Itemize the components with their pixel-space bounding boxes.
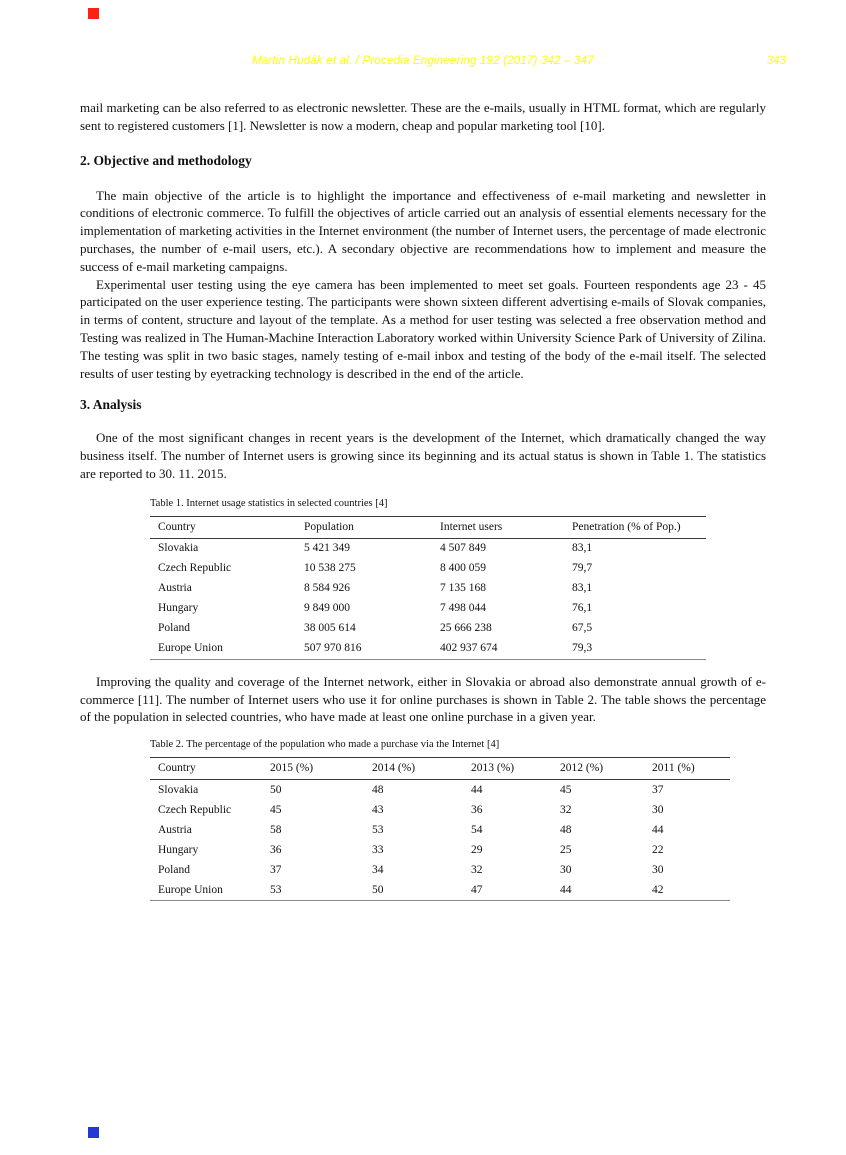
table2-block (150, 737, 766, 901)
table-cell: 8 400 059 (440, 562, 486, 575)
table-cell: Europe Union (150, 639, 296, 660)
table-cell: 7 135 168 (440, 582, 486, 595)
table-cell: 37 (270, 863, 282, 876)
column-header: Country (150, 758, 262, 780)
body-paragraph: One of the most significant changes in recent years is the development of the Internet, which dramatically changed the way business itself. The number of Internet users is growing since its beginning and its actual status is shown in Table 1. The statistics are reported to 30. 11. 2015. (80, 430, 766, 481)
purchase-percentage-table (150, 757, 730, 901)
table-cell: Hungary (158, 602, 199, 615)
table-row (150, 639, 706, 660)
table-cell: 50 (270, 783, 282, 796)
table-cell: 32 (471, 863, 483, 876)
body-paragraph: The main objective of the article is to highlight the importance and effectiveness of e-mail marketing and newsletter in conditions of electronic commerce. To fulfill the objectives of article carried out an analysis of essential elements necessary for the implementation of marketing activities in the Internet environment (the number of Internet users, the percentage of made electronic purchases, the number of e-mail users, etc.). A secondary objective are recommendations how to implement and measure the success of e-mail marketing campaigns. (80, 187, 766, 274)
table-row (150, 780, 730, 801)
table-header-row (150, 516, 706, 538)
table1-caption: Table 1. Internet usage statistics in selected countries [4] (150, 497, 388, 509)
table-cell: 79,3 (564, 639, 706, 660)
table-cell: Poland (158, 622, 190, 635)
table-cell: 44 (552, 880, 644, 901)
column-header: Penetration (% of Pop.) (564, 516, 706, 538)
table-cell: 58 (270, 823, 282, 836)
table-cell: Hungary (158, 843, 199, 856)
column-header: 2015 (%) (262, 758, 364, 780)
table-cell: Austria (158, 823, 192, 836)
body-paragraph: Improving the quality and coverage of the Internet network, either in Slovakia or abroad also demonstrate annual growth of e-commerce [11]. The number of Internet users who use it for online purchases is shown in Table 2. The table shows the percentage of the population in selected countries, who have made at least one online purchase in a given year. (80, 673, 766, 725)
table-cell: 47 (463, 880, 552, 901)
table-row (150, 820, 730, 840)
table-cell: 44 (471, 783, 483, 796)
table-cell: 4 507 849 (440, 542, 486, 555)
table-cell: 30 (560, 863, 572, 876)
table-cell: 10 538 275 (304, 562, 356, 575)
table-row (150, 619, 706, 639)
column-header: Population (296, 516, 432, 538)
table-cell: 36 (471, 803, 483, 816)
table1-block (150, 496, 766, 660)
red-marker (88, 8, 99, 19)
body-paragraph: Experimental user testing using the eye camera has been implemented to meet set goals. Fourteen respondents age 23 - 45 participated on the user experience testing. The participants were shown sixteen different advertising e-mails of Slovak companies, in terms of content, structure and layout of the template. As a method for user testing was selected a free observation method and Testing was realized in The Human-Machine Interaction Laboratory worked within University Science Park of University of Zilina. The testing was split in two basic stages, namely testing of e-mail inbox and testing of the body of the e-mail itself. The selected results of user testing by eyetracking technology is described in the end of the article. (80, 276, 766, 381)
table-cell: 53 (372, 823, 384, 836)
table-cell: 42 (644, 880, 730, 901)
table2-caption: Table 2. The percentage of the population who made a purchase via the Internet [4] (150, 739, 500, 751)
table-row (150, 800, 730, 820)
column-header: Internet users (432, 516, 564, 538)
table-cell: 30 (652, 803, 664, 816)
table-cell: 37 (652, 783, 664, 796)
internet-usage-table (150, 516, 706, 660)
table-cell: 7 498 044 (440, 602, 486, 615)
table-cell: Czech Republic (158, 562, 232, 575)
table-header-row (150, 758, 730, 780)
table-row (150, 538, 706, 559)
table-cell: 44 (652, 823, 664, 836)
table-row (150, 579, 706, 599)
table-cell: 36 (270, 843, 282, 856)
table-cell: 5 421 349 (304, 542, 350, 555)
table-cell: Austria (158, 582, 192, 595)
column-header: 2012 (%) (552, 758, 644, 780)
page-number: 343 (766, 55, 786, 67)
table-cell: 8 584 926 (304, 582, 350, 595)
table-cell: 25 666 238 (440, 622, 492, 635)
table-row (150, 860, 730, 880)
table-cell: 22 (652, 843, 664, 856)
table-cell: 507 970 816 (296, 639, 432, 660)
column-header: 2011 (%) (644, 758, 730, 780)
table-cell: 29 (471, 843, 483, 856)
table-cell: Slovakia (158, 783, 199, 796)
column-header: Country (150, 516, 296, 538)
table-cell: 9 849 000 (304, 602, 350, 615)
section-heading-objective: 2. Objective and methodology (80, 152, 252, 168)
column-header: 2014 (%) (364, 758, 463, 780)
table-cell: 50 (364, 880, 463, 901)
column-header: 2013 (%) (463, 758, 552, 780)
table-cell: 402 937 674 (432, 639, 564, 660)
table-cell: 54 (471, 823, 483, 836)
intro-paragraph: mail marketing can be also referred to as electronic newsletter. These are the e-mails, usually in HTML format, which are regularly sent to registered customers [1]. Newsletter is now a modern, cheap and popular marketing tool [10]. (80, 100, 766, 133)
table-cell: 48 (560, 823, 572, 836)
table-row (150, 840, 730, 860)
table-cell: 25 (560, 843, 572, 856)
table-cell: 83,1 (572, 542, 593, 555)
table-cell: 76,1 (572, 602, 593, 615)
table-cell: 79,7 (572, 562, 593, 575)
page-content (80, 99, 766, 901)
table-cell: 32 (560, 803, 572, 816)
table-cell: 83,1 (572, 582, 593, 595)
table-cell: 43 (372, 803, 384, 816)
table-cell: 67,5 (572, 622, 593, 635)
table-cell: Poland (158, 863, 190, 876)
table-cell: 53 (262, 880, 364, 901)
table-cell: Czech Republic (158, 803, 232, 816)
table-cell: 30 (652, 863, 664, 876)
table-cell: 38 005 614 (304, 622, 356, 635)
table-cell: Europe Union (150, 880, 262, 901)
table-cell: 45 (560, 783, 572, 796)
table-cell: 34 (372, 863, 384, 876)
section-heading-analysis: 3. Analysis (80, 397, 142, 413)
table-cell: Slovakia (158, 542, 199, 555)
table-row (150, 599, 706, 619)
table-cell: 48 (372, 783, 384, 796)
running-head-citation: Martin Hudák et al. / Procedia Engineering 192 (2017) 342 – 347 (252, 55, 594, 67)
table-cell: 45 (270, 803, 282, 816)
table-cell: 33 (372, 843, 384, 856)
blue-marker (88, 1127, 99, 1138)
table-row (150, 880, 730, 901)
table-row (150, 559, 706, 579)
